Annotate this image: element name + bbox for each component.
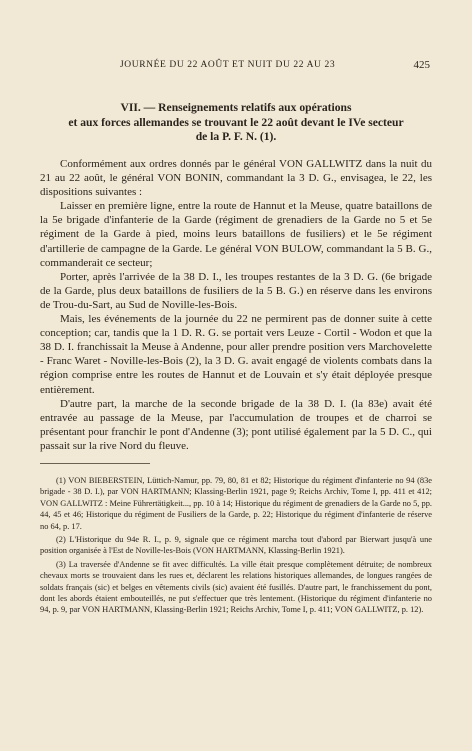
section-title	[40, 101, 432, 145]
section-title-line: et aux forces allemandes se trouvant le 22 août devant le IVe secteur	[68, 115, 404, 129]
body-text	[40, 157, 432, 453]
footnote: (2) L'Historique du 94e R. I., p. 9, signale que ce régiment marcha tout d'abord par Bierwart jusqu'à une position organisée à l'Est de Noville-les-Bois (VON HARTMANN, Klassing-Berlin 1921).	[40, 535, 432, 556]
footnote: (1) VON BIEBERSTEIN, Lüttich-Namur, pp. 79, 80, 81 et 82; Historique du régiment d'infanterie no 94 (83e brigade - 38 D. I.), par VON HARTMANN; Klassing-Berlin 1921, page 9; Reichs Archiv, Tome I, pp. 411 et 412; VON GALLWITZ : Meine Führertätigkeit..., pp. 10 à 14; Historique du régiment de grenadiers de la Garde no 5, pp. 44, 45 et 46; Historique du régiment de Fusiliers de la Garde, p. 22; Historique du régiment d'infanterie de réserve no 64, p. 17.	[40, 476, 432, 531]
footnote-rule	[40, 463, 150, 464]
footnotes	[40, 475, 432, 618]
paragraph: Mais, les événements de la journée du 22 ne permirent pas de donner suite à cette conception; car, tandis que la 1 D. R. G. se portait vers Leuze - Cortil - Wodon et que la 38 D. I. franchissait la Meuse à Andenne, pour aller prendre position vers Marchovelette - Franc Waret - Noville-les-Bois (2), la 3 D. G. avait engagé de violents combats dans la région comprise entre les routes de Hannut et de Louvain et s'y était déployée presque entièrement.	[40, 313, 432, 396]
footnote: (3) La traversée d'Andenne se fit avec difficultés. La ville était presque complètement détruite; de nombreux chevaux morts se trouvaient dans les rues et, déclarent les relations historiques allemandes, de longues rangées de soldats français (sic) et belges en vêtements civils (sic) avaient été fusillés. D'autre part, le franchissement du pont, dont les abords étaient embouteillés, ne put s'effectuer que très lentement. (Historique du régiment d'infanterie no 94, p. 9, par VON HARTMANN, Klassing-Berlin 1921; Reichs Archiv, Tome I, p. 411; VON GALLWITZ, p. 12).	[40, 559, 432, 615]
page-number: 425	[413, 59, 430, 71]
page-header	[0, 60, 472, 74]
section-title-line: VII. — Renseignements relatifs aux opérations	[120, 101, 352, 114]
paragraph: Conformément aux ordres donnés par le général VON GALLWITZ dans la nuit du 21 au 22 août, le général VON BONIN, commandant la 3 D. G., envisagea, le 22, les dispositions suivantes :	[40, 158, 432, 199]
paragraph: Laisser en première ligne, entre la route de Hannut et la Meuse, quatre bataillons de la 5e brigade d'infanterie de la Garde (régiment de grenadiers de la Garde no 5 et 5e régiment de la Garde à pied, moins leurs bataillons de fusiliers) et le 5e régiment d'artillerie de campagne de la Garde. Le général VON BULOW, commandant la 5 B. G., commanderait ce secteur;	[40, 200, 432, 269]
running-head: JOURNÉE DU 22 AOÛT ET NUIT DU 22 AU 23	[120, 60, 336, 70]
paragraph: D'autre part, la marche de la seconde brigade de la 38 D. I. (la 83e) avait été entravée au passage de la Meuse, par l'accumulation de troupes et de charroi se présentant pour franchir le pont d'Andenne (3); pont utilisé également par la 5 D. C., qui passait sur la rive Nord du fleuve.	[40, 397, 432, 452]
section-title-line: de la P. F. N. (1).	[195, 130, 277, 143]
paragraph: Porter, après l'arrivée de la 38 D. I., les troupes restantes de la 3 D. G. (6e brigade de la Garde, plus deux bataillons de fusiliers de la 5 B. G.) en réserve dans les environs de Trou-du-Sart, au Sud de Noville-les-Bois.	[40, 270, 432, 311]
